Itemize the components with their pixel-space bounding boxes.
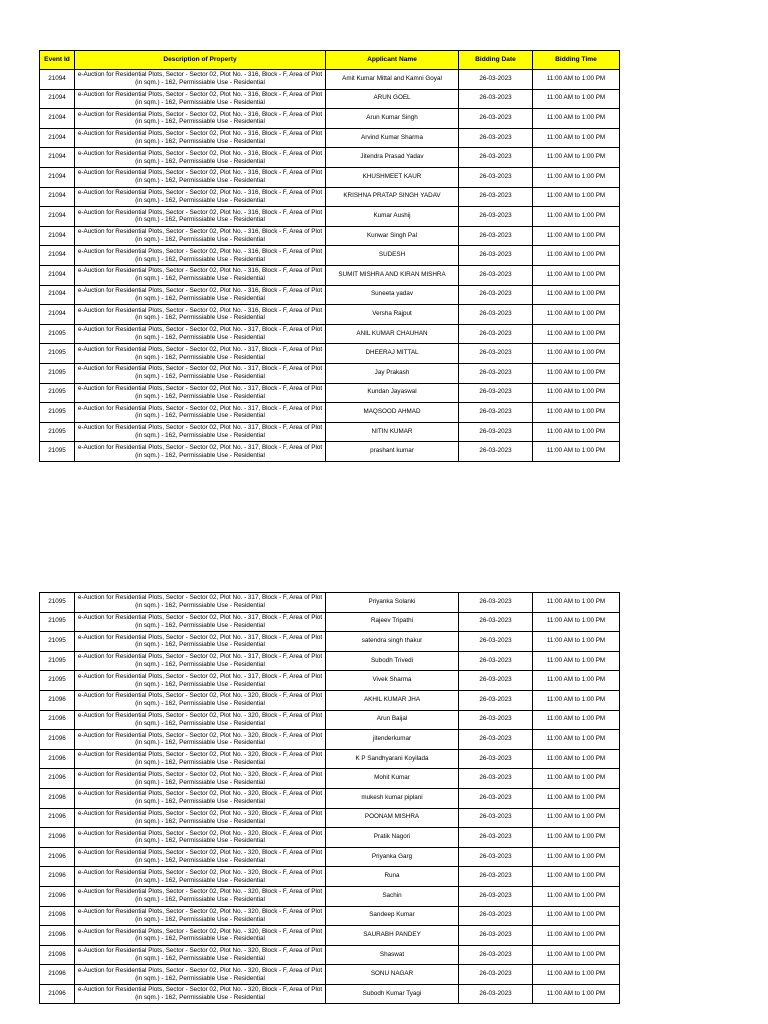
bidding-time-cell: 11:00 AM to 1:00 PM: [533, 109, 620, 129]
table-row: [40, 828, 620, 848]
bidding-time-cell: 11:00 AM to 1:00 PM: [533, 828, 620, 848]
applicant-name-cell: SONU NAGAR: [326, 965, 459, 985]
bidding-time-cell: 11:00 AM to 1:00 PM: [533, 324, 620, 344]
table-row: [40, 788, 620, 808]
applicant-name-cell: Arvind Kumar Sharma: [326, 128, 459, 148]
description-cell: e-Auction for Residential Plots, Sector - Sector 02, Plot No. - 316, Block - F, Area of Plot (in sqm.) - 162, Permissiable Use - Residential: [75, 246, 326, 266]
event-id-cell: 21095: [40, 422, 75, 442]
bidding-time-cell: 11:00 AM to 1:00 PM: [533, 442, 620, 462]
bidding-date-cell: 26-03-2023: [459, 422, 533, 442]
applicant-name-cell: Subodh Kumar Tyagi: [326, 984, 459, 1004]
bidding-time-cell: 11:00 AM to 1:00 PM: [533, 632, 620, 652]
bidding-time-cell: 11:00 AM to 1:00 PM: [533, 167, 620, 187]
applicant-name-cell: Jitendra Prasad Yadav: [326, 148, 459, 168]
event-id-cell: 21096: [40, 690, 75, 710]
bidding-date-cell: 26-03-2023: [459, 187, 533, 207]
applicant-name-cell: ARUN GOEL: [326, 89, 459, 109]
table-row: [40, 246, 620, 266]
bidding-time-cell: 11:00 AM to 1:00 PM: [533, 808, 620, 828]
description-cell: e-Auction for Residential Plots, Sector - Sector 02, Plot No. - 320, Block - F, Area of Plot (in sqm.) - 162, Permissiable Use - Residential: [75, 906, 326, 926]
table-row: [40, 285, 620, 305]
applicant-name-cell: K P Sandhyarani Koyilada: [326, 749, 459, 769]
bidding-time-cell: 11:00 AM to 1:00 PM: [533, 730, 620, 750]
bidding-time-cell: 11:00 AM to 1:00 PM: [533, 769, 620, 789]
bidding-time-cell: 11:00 AM to 1:00 PM: [533, 906, 620, 926]
applicant-name-cell: Sandeep Kumar: [326, 906, 459, 926]
bidding-date-cell: 26-03-2023: [459, 651, 533, 671]
bidding-date-cell: 26-03-2023: [459, 828, 533, 848]
bidding-time-cell: 11:00 AM to 1:00 PM: [533, 128, 620, 148]
description-cell: e-Auction for Residential Plots, Sector - Sector 02, Plot No. - 317, Block - F, Area of Plot (in sqm.) - 162, Permissiable Use - Residential: [75, 593, 326, 613]
applicant-name-cell: mukesh kumar piplani: [326, 788, 459, 808]
bidding-date-cell: 26-03-2023: [459, 207, 533, 227]
bidding-time-cell: 11:00 AM to 1:00 PM: [533, 363, 620, 383]
table-row: [40, 847, 620, 867]
event-id-cell: 21096: [40, 945, 75, 965]
table-row: [40, 148, 620, 168]
event-id-cell: 21096: [40, 965, 75, 985]
table-row: [40, 128, 620, 148]
event-id-cell: 21096: [40, 906, 75, 926]
description-cell: e-Auction for Residential Plots, Sector - Sector 02, Plot No. - 317, Block - F, Area of Plot (in sqm.) - 162, Permissiable Use - Residential: [75, 344, 326, 364]
applicant-name-cell: NITIN KUMAR: [326, 422, 459, 442]
bidding-time-cell: 11:00 AM to 1:00 PM: [533, 422, 620, 442]
description-cell: e-Auction for Residential Plots, Sector - Sector 02, Plot No. - 316, Block - F, Area of Plot (in sqm.) - 162, Permissiable Use - Residential: [75, 226, 326, 246]
applicant-name-cell: MAQSOOD AHMAD: [326, 403, 459, 423]
table-row: [40, 403, 620, 423]
description-cell: e-Auction for Residential Plots, Sector - Sector 02, Plot No. - 316, Block - F, Area of Plot (in sqm.) - 162, Permissiable Use - Residential: [75, 70, 326, 90]
applicant-name-cell: Rajeev Tripathi: [326, 612, 459, 632]
bidding-time-cell: 11:00 AM to 1:00 PM: [533, 965, 620, 985]
bidding-date-cell: 26-03-2023: [459, 749, 533, 769]
table-row: [40, 344, 620, 364]
bidding-time-cell: 11:00 AM to 1:00 PM: [533, 886, 620, 906]
bidding-date-cell: 26-03-2023: [459, 324, 533, 344]
bidding-time-cell: 11:00 AM to 1:00 PM: [533, 403, 620, 423]
description-cell: e-Auction for Residential Plots, Sector - Sector 02, Plot No. - 320, Block - F, Area of Plot (in sqm.) - 162, Permissiable Use - Residential: [75, 984, 326, 1004]
table-row: [40, 730, 620, 750]
event-id-cell: 21095: [40, 632, 75, 652]
table-row: [40, 422, 620, 442]
applicant-name-cell: Kundan Jayaswal: [326, 383, 459, 403]
bidding-date-cell: 26-03-2023: [459, 226, 533, 246]
bidding-date-cell: 26-03-2023: [459, 128, 533, 148]
bidders-table-page-1: [39, 50, 620, 462]
bidding-date-cell: 26-03-2023: [459, 984, 533, 1004]
table-row: [40, 886, 620, 906]
bidding-date-cell: 26-03-2023: [459, 285, 533, 305]
bidding-time-cell: 11:00 AM to 1:00 PM: [533, 612, 620, 632]
description-cell: e-Auction for Residential Plots, Sector - Sector 02, Plot No. - 316, Block - F, Area of Plot (in sqm.) - 162, Permissiable Use - Residential: [75, 265, 326, 285]
bidding-time-cell: 11:00 AM to 1:00 PM: [533, 749, 620, 769]
table-row: [40, 187, 620, 207]
table-row: [40, 305, 620, 325]
bidding-time-cell: 11:00 AM to 1:00 PM: [533, 383, 620, 403]
description-cell: e-Auction for Residential Plots, Sector - Sector 02, Plot No. - 320, Block - F, Area of Plot (in sqm.) - 162, Permissiable Use - Residential: [75, 828, 326, 848]
applicant-name-cell: Arun Baijal: [326, 710, 459, 730]
header-event-id: Event Id: [40, 51, 75, 70]
bidding-date-cell: 26-03-2023: [459, 305, 533, 325]
bidding-date-cell: 26-03-2023: [459, 167, 533, 187]
event-id-cell: 21096: [40, 730, 75, 750]
bidding-time-cell: 11:00 AM to 1:00 PM: [533, 867, 620, 887]
bidding-time-cell: 11:00 AM to 1:00 PM: [533, 710, 620, 730]
table-row: [40, 324, 620, 344]
bidding-time-cell: 11:00 AM to 1:00 PM: [533, 246, 620, 266]
description-cell: e-Auction for Residential Plots, Sector - Sector 02, Plot No. - 320, Block - F, Area of Plot (in sqm.) - 162, Permissiable Use - Residential: [75, 847, 326, 867]
applicant-name-cell: AKHIL KUMAR JHA: [326, 690, 459, 710]
event-id-cell: 21095: [40, 344, 75, 364]
description-cell: e-Auction for Residential Plots, Sector - Sector 02, Plot No. - 317, Block - F, Area of Plot (in sqm.) - 162, Permissiable Use - Residential: [75, 442, 326, 462]
applicant-name-cell: Kumar Aushij: [326, 207, 459, 227]
bidding-date-cell: 26-03-2023: [459, 612, 533, 632]
description-cell: e-Auction for Residential Plots, Sector - Sector 02, Plot No. - 320, Block - F, Area of Plot (in sqm.) - 162, Permissiable Use - Residential: [75, 690, 326, 710]
bidding-time-cell: 11:00 AM to 1:00 PM: [533, 945, 620, 965]
description-cell: e-Auction for Residential Plots, Sector - Sector 02, Plot No. - 316, Block - F, Area of Plot (in sqm.) - 162, Permissiable Use - Residential: [75, 109, 326, 129]
event-id-cell: 21095: [40, 593, 75, 613]
bidding-date-cell: 26-03-2023: [459, 246, 533, 266]
header-bidding-date: Bidding Date: [459, 51, 533, 70]
applicant-name-cell: POONAM MISHRA: [326, 808, 459, 828]
description-cell: e-Auction for Residential Plots, Sector - Sector 02, Plot No. - 317, Block - F, Area of Plot (in sqm.) - 162, Permissiable Use - Residential: [75, 403, 326, 423]
bidding-time-cell: 11:00 AM to 1:00 PM: [533, 187, 620, 207]
bidding-date-cell: 26-03-2023: [459, 690, 533, 710]
bidding-date-cell: 26-03-2023: [459, 847, 533, 867]
description-cell: e-Auction for Residential Plots, Sector - Sector 02, Plot No. - 317, Block - F, Area of Plot (in sqm.) - 162, Permissiable Use - Residential: [75, 612, 326, 632]
event-id-cell: 21096: [40, 749, 75, 769]
table-row: [40, 226, 620, 246]
event-id-cell: 21094: [40, 167, 75, 187]
bidding-date-cell: 26-03-2023: [459, 788, 533, 808]
table-row: [40, 265, 620, 285]
table-row: [40, 383, 620, 403]
table-row: [40, 167, 620, 187]
event-id-cell: 21096: [40, 710, 75, 730]
event-id-cell: 21094: [40, 246, 75, 266]
bidding-date-cell: 26-03-2023: [459, 710, 533, 730]
description-cell: e-Auction for Residential Plots, Sector - Sector 02, Plot No. - 316, Block - F, Area of Plot (in sqm.) - 162, Permissiable Use - Residential: [75, 207, 326, 227]
applicant-name-cell: prashant kumar: [326, 442, 459, 462]
description-cell: e-Auction for Residential Plots, Sector - Sector 02, Plot No. - 320, Block - F, Area of Plot (in sqm.) - 162, Permissiable Use - Residential: [75, 788, 326, 808]
bidding-date-cell: 26-03-2023: [459, 926, 533, 946]
description-cell: e-Auction for Residential Plots, Sector - Sector 02, Plot No. - 320, Block - F, Area of Plot (in sqm.) - 162, Permissiable Use - Residential: [75, 730, 326, 750]
description-cell: e-Auction for Residential Plots, Sector - Sector 02, Plot No. - 317, Block - F, Area of Plot (in sqm.) - 162, Permissiable Use - Residential: [75, 383, 326, 403]
bidding-date-cell: 26-03-2023: [459, 265, 533, 285]
bidding-date-cell: 26-03-2023: [459, 383, 533, 403]
bidding-date-cell: 26-03-2023: [459, 730, 533, 750]
bidding-date-cell: 26-03-2023: [459, 769, 533, 789]
event-id-cell: 21095: [40, 612, 75, 632]
description-cell: e-Auction for Residential Plots, Sector - Sector 02, Plot No. - 320, Block - F, Area of Plot (in sqm.) - 162, Permissiable Use - Residential: [75, 808, 326, 828]
event-id-cell: 21095: [40, 442, 75, 462]
description-cell: e-Auction for Residential Plots, Sector - Sector 02, Plot No. - 316, Block - F, Area of Plot (in sqm.) - 162, Permissiable Use - Residential: [75, 285, 326, 305]
applicant-name-cell: SUMIT MISHRA AND KIRAN MISHRA: [326, 265, 459, 285]
description-cell: e-Auction for Residential Plots, Sector - Sector 02, Plot No. - 317, Block - F, Area of Plot (in sqm.) - 162, Permissiable Use - Residential: [75, 632, 326, 652]
description-cell: e-Auction for Residential Plots, Sector - Sector 02, Plot No. - 317, Block - F, Area of Plot (in sqm.) - 162, Permissiable Use - Residential: [75, 651, 326, 671]
applicant-name-cell: Pratik Nagori: [326, 828, 459, 848]
applicant-name-cell: Kunwar Singh Pal: [326, 226, 459, 246]
table-row: [40, 710, 620, 730]
event-id-cell: 21094: [40, 285, 75, 305]
event-id-cell: 21094: [40, 207, 75, 227]
event-id-cell: 21094: [40, 70, 75, 90]
bidding-time-cell: 11:00 AM to 1:00 PM: [533, 305, 620, 325]
event-id-cell: 21096: [40, 769, 75, 789]
applicant-name-cell: Amit Kumar Mittal and Kamni Goyal: [326, 70, 459, 90]
bidding-date-cell: 26-03-2023: [459, 593, 533, 613]
description-cell: e-Auction for Residential Plots, Sector - Sector 02, Plot No. - 316, Block - F, Area of Plot (in sqm.) - 162, Permissiable Use - Residential: [75, 148, 326, 168]
bidding-time-cell: 11:00 AM to 1:00 PM: [533, 593, 620, 613]
header-description: Description of Property: [75, 51, 326, 70]
description-cell: e-Auction for Residential Plots, Sector - Sector 02, Plot No. - 316, Block - F, Area of Plot (in sqm.) - 162, Permissiable Use - Residential: [75, 128, 326, 148]
event-id-cell: 21096: [40, 808, 75, 828]
event-id-cell: 21094: [40, 148, 75, 168]
applicant-name-cell: Priyanka Garg: [326, 847, 459, 867]
table-row: [40, 109, 620, 129]
table-row: [40, 926, 620, 946]
event-id-cell: 21094: [40, 128, 75, 148]
description-cell: e-Auction for Residential Plots, Sector - Sector 02, Plot No. - 320, Block - F, Area of Plot (in sqm.) - 162, Permissiable Use - Residential: [75, 867, 326, 887]
event-id-cell: 21094: [40, 265, 75, 285]
table-row: [40, 808, 620, 828]
description-cell: e-Auction for Residential Plots, Sector - Sector 02, Plot No. - 320, Block - F, Area of Plot (in sqm.) - 162, Permissiable Use - Residential: [75, 749, 326, 769]
event-id-cell: 21094: [40, 89, 75, 109]
bidding-date-cell: 26-03-2023: [459, 945, 533, 965]
event-id-cell: 21096: [40, 867, 75, 887]
bidding-time-cell: 11:00 AM to 1:00 PM: [533, 89, 620, 109]
description-cell: e-Auction for Residential Plots, Sector - Sector 02, Plot No. - 320, Block - F, Area of Plot (in sqm.) - 162, Permissiable Use - Residential: [75, 710, 326, 730]
description-cell: e-Auction for Residential Plots, Sector - Sector 02, Plot No. - 316, Block - F, Area of Plot (in sqm.) - 162, Permissiable Use - Residential: [75, 305, 326, 325]
header-bidding-time: Bidding Time: [533, 51, 620, 70]
bidding-date-cell: 26-03-2023: [459, 671, 533, 691]
applicant-name-cell: Mohit Kumar: [326, 769, 459, 789]
applicant-name-cell: jitenderkumar: [326, 730, 459, 750]
event-id-cell: 21095: [40, 651, 75, 671]
bidding-time-cell: 11:00 AM to 1:00 PM: [533, 671, 620, 691]
applicant-name-cell: Arun Kumar Singh: [326, 109, 459, 129]
description-cell: e-Auction for Residential Plots, Sector - Sector 02, Plot No. - 317, Block - F, Area of Plot (in sqm.) - 162, Permissiable Use - Residential: [75, 422, 326, 442]
bidding-date-cell: 26-03-2023: [459, 363, 533, 383]
table-row: [40, 442, 620, 462]
applicant-name-cell: Jay Prakash: [326, 363, 459, 383]
bidding-date-cell: 26-03-2023: [459, 867, 533, 887]
table-row: [40, 651, 620, 671]
description-cell: e-Auction for Residential Plots, Sector - Sector 02, Plot No. - 320, Block - F, Area of Plot (in sqm.) - 162, Permissiable Use - Residential: [75, 886, 326, 906]
table-row: [40, 207, 620, 227]
event-id-cell: 21094: [40, 109, 75, 129]
bidding-date-cell: 26-03-2023: [459, 89, 533, 109]
bidding-time-cell: 11:00 AM to 1:00 PM: [533, 226, 620, 246]
bidders-table-page-2: [39, 592, 620, 1004]
bidding-time-cell: 11:00 AM to 1:00 PM: [533, 690, 620, 710]
applicant-name-cell: KHUSHMEET KAUR: [326, 167, 459, 187]
table-row: [40, 690, 620, 710]
description-cell: e-Auction for Residential Plots, Sector - Sector 02, Plot No. - 317, Block - F, Area of Plot (in sqm.) - 162, Permissiable Use - Residential: [75, 363, 326, 383]
bidding-time-cell: 11:00 AM to 1:00 PM: [533, 148, 620, 168]
event-id-cell: 21095: [40, 383, 75, 403]
event-id-cell: 21095: [40, 403, 75, 423]
bidding-date-cell: 26-03-2023: [459, 344, 533, 364]
bidding-date-cell: 26-03-2023: [459, 906, 533, 926]
applicant-name-cell: SAURABH PANDEY: [326, 926, 459, 946]
description-cell: e-Auction for Residential Plots, Sector - Sector 02, Plot No. - 316, Block - F, Area of Plot (in sqm.) - 162, Permissiable Use - Residential: [75, 89, 326, 109]
table-row: [40, 632, 620, 652]
description-cell: e-Auction for Residential Plots, Sector - Sector 02, Plot No. - 317, Block - F, Area of Plot (in sqm.) - 162, Permissiable Use - Residential: [75, 324, 326, 344]
applicant-name-cell: Versha Rajput: [326, 305, 459, 325]
bidding-time-cell: 11:00 AM to 1:00 PM: [533, 207, 620, 227]
event-id-cell: 21096: [40, 926, 75, 946]
bidding-time-cell: 11:00 AM to 1:00 PM: [533, 70, 620, 90]
bidding-date-cell: 26-03-2023: [459, 965, 533, 985]
table-row: [40, 984, 620, 1004]
table-row: [40, 945, 620, 965]
bidding-time-cell: 11:00 AM to 1:00 PM: [533, 651, 620, 671]
table-row: [40, 593, 620, 613]
bidding-time-cell: 11:00 AM to 1:00 PM: [533, 344, 620, 364]
header-applicant-name: Applicant Name: [326, 51, 459, 70]
bidding-date-cell: 26-03-2023: [459, 808, 533, 828]
event-id-cell: 21096: [40, 847, 75, 867]
bidding-time-cell: 11:00 AM to 1:00 PM: [533, 265, 620, 285]
bidding-date-cell: 26-03-2023: [459, 403, 533, 423]
table-row: [40, 671, 620, 691]
applicant-name-cell: SUDESH: [326, 246, 459, 266]
applicant-name-cell: Subodh Trivedi: [326, 651, 459, 671]
description-cell: e-Auction for Residential Plots, Sector - Sector 02, Plot No. - 316, Block - F, Area of Plot (in sqm.) - 162, Permissiable Use - Residential: [75, 187, 326, 207]
applicant-name-cell: ANIL KUMAR CHAUHAN: [326, 324, 459, 344]
bidding-time-cell: 11:00 AM to 1:00 PM: [533, 984, 620, 1004]
bidding-time-cell: 11:00 AM to 1:00 PM: [533, 285, 620, 305]
table-row: [40, 769, 620, 789]
event-id-cell: 21094: [40, 226, 75, 246]
bidding-date-cell: 26-03-2023: [459, 148, 533, 168]
applicant-name-cell: Sachin: [326, 886, 459, 906]
applicant-name-cell: KRISHNA PRATAP SINGH YADAV: [326, 187, 459, 207]
applicant-name-cell: Shaswat: [326, 945, 459, 965]
table-row: [40, 867, 620, 887]
table-row: [40, 70, 620, 90]
description-cell: e-Auction for Residential Plots, Sector - Sector 02, Plot No. - 320, Block - F, Area of Plot (in sqm.) - 162, Permissiable Use - Residential: [75, 965, 326, 985]
bidding-time-cell: 11:00 AM to 1:00 PM: [533, 926, 620, 946]
event-id-cell: 21094: [40, 187, 75, 207]
description-cell: e-Auction for Residential Plots, Sector - Sector 02, Plot No. - 320, Block - F, Area of Plot (in sqm.) - 162, Permissiable Use - Residential: [75, 926, 326, 946]
bidding-time-cell: 11:00 AM to 1:00 PM: [533, 847, 620, 867]
event-id-cell: 21096: [40, 828, 75, 848]
bidding-date-cell: 26-03-2023: [459, 632, 533, 652]
event-id-cell: 21094: [40, 305, 75, 325]
bidding-date-cell: 26-03-2023: [459, 442, 533, 462]
applicant-name-cell: Vivek Sharma: [326, 671, 459, 691]
event-id-cell: 21096: [40, 788, 75, 808]
event-id-cell: 21095: [40, 671, 75, 691]
table-row: [40, 612, 620, 632]
table-row: [40, 89, 620, 109]
applicant-name-cell: DHEERAJ MITTAL: [326, 344, 459, 364]
applicant-name-cell: Suneeta yadav: [326, 285, 459, 305]
description-cell: e-Auction for Residential Plots, Sector - Sector 02, Plot No. - 317, Block - F, Area of Plot (in sqm.) - 162, Permissiable Use - Residential: [75, 671, 326, 691]
bidding-date-cell: 26-03-2023: [459, 109, 533, 129]
applicant-name-cell: Runa: [326, 867, 459, 887]
description-cell: e-Auction for Residential Plots, Sector - Sector 02, Plot No. - 320, Block - F, Area of Plot (in sqm.) - 162, Permissiable Use - Residential: [75, 769, 326, 789]
bidding-date-cell: 26-03-2023: [459, 886, 533, 906]
bidding-date-cell: 26-03-2023: [459, 70, 533, 90]
event-id-cell: 21096: [40, 984, 75, 1004]
description-cell: e-Auction for Residential Plots, Sector - Sector 02, Plot No. - 320, Block - F, Area of Plot (in sqm.) - 162, Permissiable Use - Residential: [75, 945, 326, 965]
header-row: [40, 51, 620, 70]
table-row: [40, 749, 620, 769]
event-id-cell: 21096: [40, 886, 75, 906]
table-row: [40, 363, 620, 383]
applicant-name-cell: satendra singh thakur: [326, 632, 459, 652]
event-id-cell: 21095: [40, 363, 75, 383]
table-row: [40, 965, 620, 985]
event-id-cell: 21095: [40, 324, 75, 344]
bidding-time-cell: 11:00 AM to 1:00 PM: [533, 788, 620, 808]
table-row: [40, 906, 620, 926]
description-cell: e-Auction for Residential Plots, Sector - Sector 02, Plot No. - 316, Block - F, Area of Plot (in sqm.) - 162, Permissiable Use - Residential: [75, 167, 326, 187]
applicant-name-cell: Priyanka Solanki: [326, 593, 459, 613]
